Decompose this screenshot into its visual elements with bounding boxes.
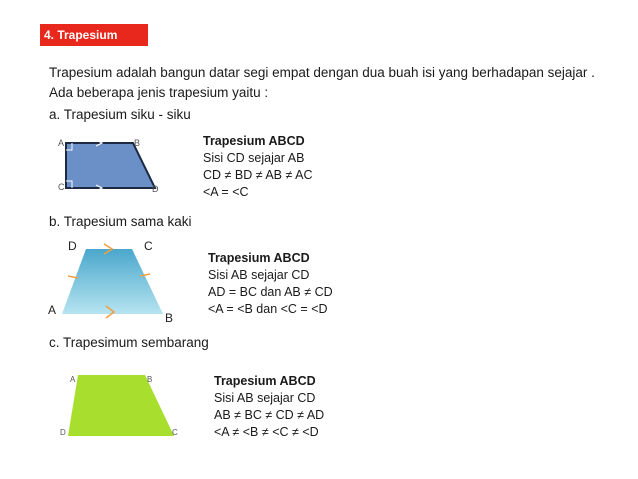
isosceles-trapezoid-figure: [48, 236, 198, 326]
desc-heading: Trapesium ABCD: [214, 374, 316, 388]
right-trapezoid-shape: [66, 143, 155, 188]
vertex-label-a: A: [58, 138, 65, 148]
vertex-label-a: A: [70, 375, 76, 384]
right-trapezoid-figure: [58, 136, 178, 196]
isosceles-trapezoid-shape: [62, 249, 163, 314]
vertex-label-d: D: [60, 428, 66, 437]
vertex-label-c: C: [58, 182, 65, 192]
section-b-description: [208, 250, 333, 318]
vertex-label-c: C: [144, 239, 153, 253]
vertex-label-d: D: [68, 239, 77, 253]
vertex-label-d: D: [152, 184, 159, 194]
desc-line: AD = BC dan AB ≠ CD: [208, 285, 333, 299]
desc-line: AB ≠ BC ≠ CD ≠ AD: [214, 408, 325, 422]
desc-heading: Trapesium ABCD: [208, 251, 310, 265]
section-title-badge: 4. Trapesium: [40, 24, 148, 46]
vertex-label-c: C: [172, 428, 178, 437]
desc-line: Sisi AB sejajar CD: [208, 268, 310, 282]
vertex-label-a: A: [48, 303, 57, 317]
desc-heading: Trapesium ABCD: [203, 134, 305, 148]
section-a-label: a. Trapesium siku - siku: [49, 107, 191, 122]
scalene-trapezoid-shape: [68, 375, 174, 436]
desc-line: Sisi CD sejajar AB: [203, 151, 305, 165]
scalene-trapezoid-figure: [62, 372, 192, 442]
vertex-label-b: B: [165, 311, 174, 325]
section-c-label: c. Trapesimum sembarang: [49, 335, 209, 350]
intro-paragraph: Trapesium adalah bangun datar segi empat dengan dua buah isi yang berhadapan sejajar . Ada beberapa jenis trapesium yaitu :: [49, 65, 595, 100]
desc-line: <A ≠ <B ≠ <C ≠ <D: [214, 425, 319, 439]
section-c-description: [214, 373, 324, 441]
vertex-label-b: B: [147, 375, 153, 384]
section-b-label: b. Trapesium sama kaki: [49, 214, 192, 229]
desc-line: <A = <C: [203, 185, 249, 199]
desc-line: CD ≠ BD ≠ AB ≠ AC: [203, 168, 313, 182]
section-a-description: [203, 133, 313, 201]
desc-line: Sisi AB sejajar CD: [214, 391, 316, 405]
desc-line: <A = <B dan <C = <D: [208, 302, 328, 316]
vertex-label-b: B: [134, 138, 141, 148]
